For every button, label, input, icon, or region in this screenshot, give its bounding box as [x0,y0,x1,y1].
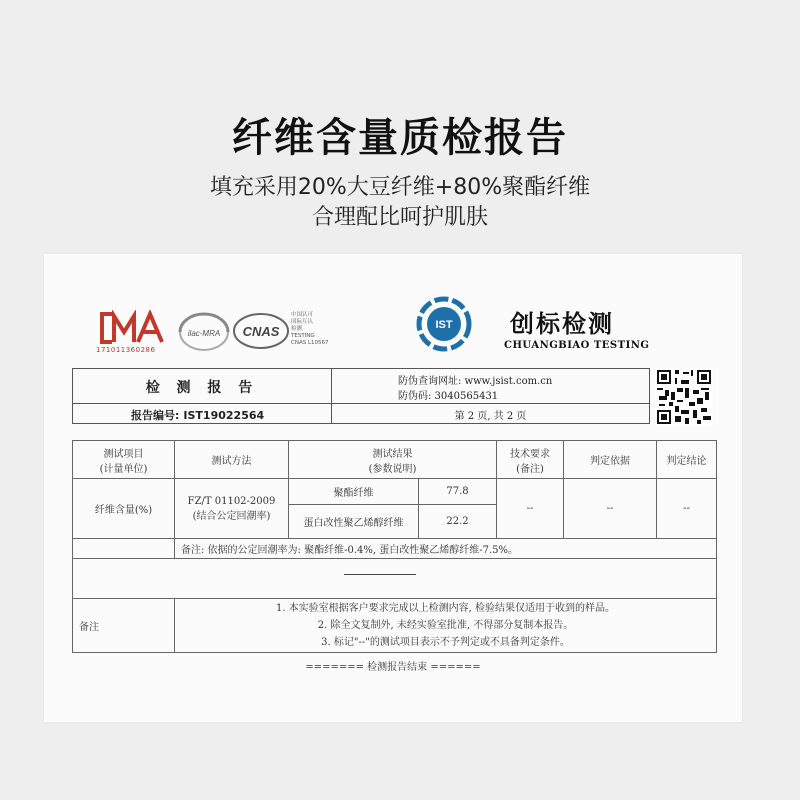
report-sheet [44,254,742,722]
subheadline-2: 合理配比呵护肌肤 [311,205,488,230]
notes-label: 备注 [73,599,175,653]
notes-row [73,599,717,653]
page-info: 第 2 页, 共 2 页 [454,411,527,422]
table-row [73,559,717,599]
item-cell: 纤维含量(%) [73,479,175,539]
method-line: FZ/T 01102-2009 [187,495,276,507]
company-name-cn: 创标检测 [510,310,614,338]
header-item-line: (计量单位) [99,463,148,475]
cnas-caption-line: 国际互认 [291,319,314,325]
divider-line [344,574,416,575]
verification-url: 防伪查询网址: www.jsist.com.cn [398,376,553,387]
header-result-line: (参数说明) [368,463,417,475]
company-name-en: CHUANGBIAO TESTING [504,340,650,351]
header-req-line: 技术要求 [510,448,550,460]
verification-code: 防伪码: 3040565431 [398,391,499,402]
qr-code-icon [652,368,716,426]
note-item: 3. 标记"--"的测试项目表示不予判定或不具备判定条件。 [321,637,570,648]
note-item: 1. 本实验室根据客户要求完成以上检测内容, 检验结果仅适用于收到的样品。 [275,603,616,614]
header-conclusion: 判定结论 [657,441,717,479]
report-number-value: IST19022564 [183,409,265,422]
ilac-label: ilac-MRA [187,329,221,338]
fiber-name-cell: 聚酯纤维 [289,479,419,505]
table-row [73,539,717,559]
cnas-caption-line: TESTING [291,333,315,339]
ilac-mra-logo [176,310,232,354]
report-end-marker: ======= 检测报告结束 ====== [305,662,481,673]
report-title: 检 测 报 告 [145,380,259,396]
conclusion-cell: -- [657,479,717,539]
table-row [73,479,717,505]
header-result [289,441,497,479]
header-req-line: (备注) [516,463,544,475]
cnas-label: CNAS [242,324,280,339]
cnas-logo [232,312,290,350]
note-item: 2. 除全文复制外, 未经实验室批准, 不得部分复制本报告。 [317,620,574,631]
cnas-caption-line: 检测 [291,326,303,332]
report-header-table [72,368,650,424]
report-number-cell [73,404,332,423]
basis-cell: -- [564,479,657,539]
cnas-caption-line: 中国认可 [291,312,314,318]
results-table [72,440,717,653]
fiber-value-cell: 22.2 [419,505,497,539]
cnas-caption [291,312,331,347]
report-title-cell [73,369,332,404]
ist-label: IST [435,319,453,331]
fiber-name-cell: 蛋白改性聚乙烯醇纤维 [289,505,419,539]
notes-list [175,599,717,653]
page-headline: 纤维含量质检报告 [232,115,568,161]
page-info-cell [332,404,649,423]
blank-row-cell [73,559,717,599]
requirement-cell: -- [497,479,564,539]
table-header-row [73,441,717,479]
verification-cell [332,369,649,404]
cma-number: 171011360286 [96,346,156,354]
remark-line: 备注: 依据的公定回潮率为: 聚酯纤维-0.4%, 蛋白改性聚乙烯醇纤维-7.5%。 [175,539,717,559]
header-result-line: 测试结果 [372,448,413,460]
report-number-label: 报告编号: [131,409,180,422]
header-item-line: 测试项目 [103,448,144,460]
header-method: 测试方法 [175,441,289,479]
header-item [73,441,175,479]
blank-cell [73,539,175,559]
subheadline-1: 填充采用20%大豆纤维+80%聚酯纤维 [209,175,591,200]
report-number [131,407,264,423]
fiber-value-cell: 77.8 [419,479,497,505]
header-requirement [497,441,564,479]
method-line: (结合公定回潮率) [192,510,271,522]
ist-logo [416,296,472,352]
cnas-caption-line: CNAS L10567 [291,340,329,346]
cma-logo [98,310,168,346]
header-basis: 判定依据 [564,441,657,479]
method-cell [175,479,289,539]
